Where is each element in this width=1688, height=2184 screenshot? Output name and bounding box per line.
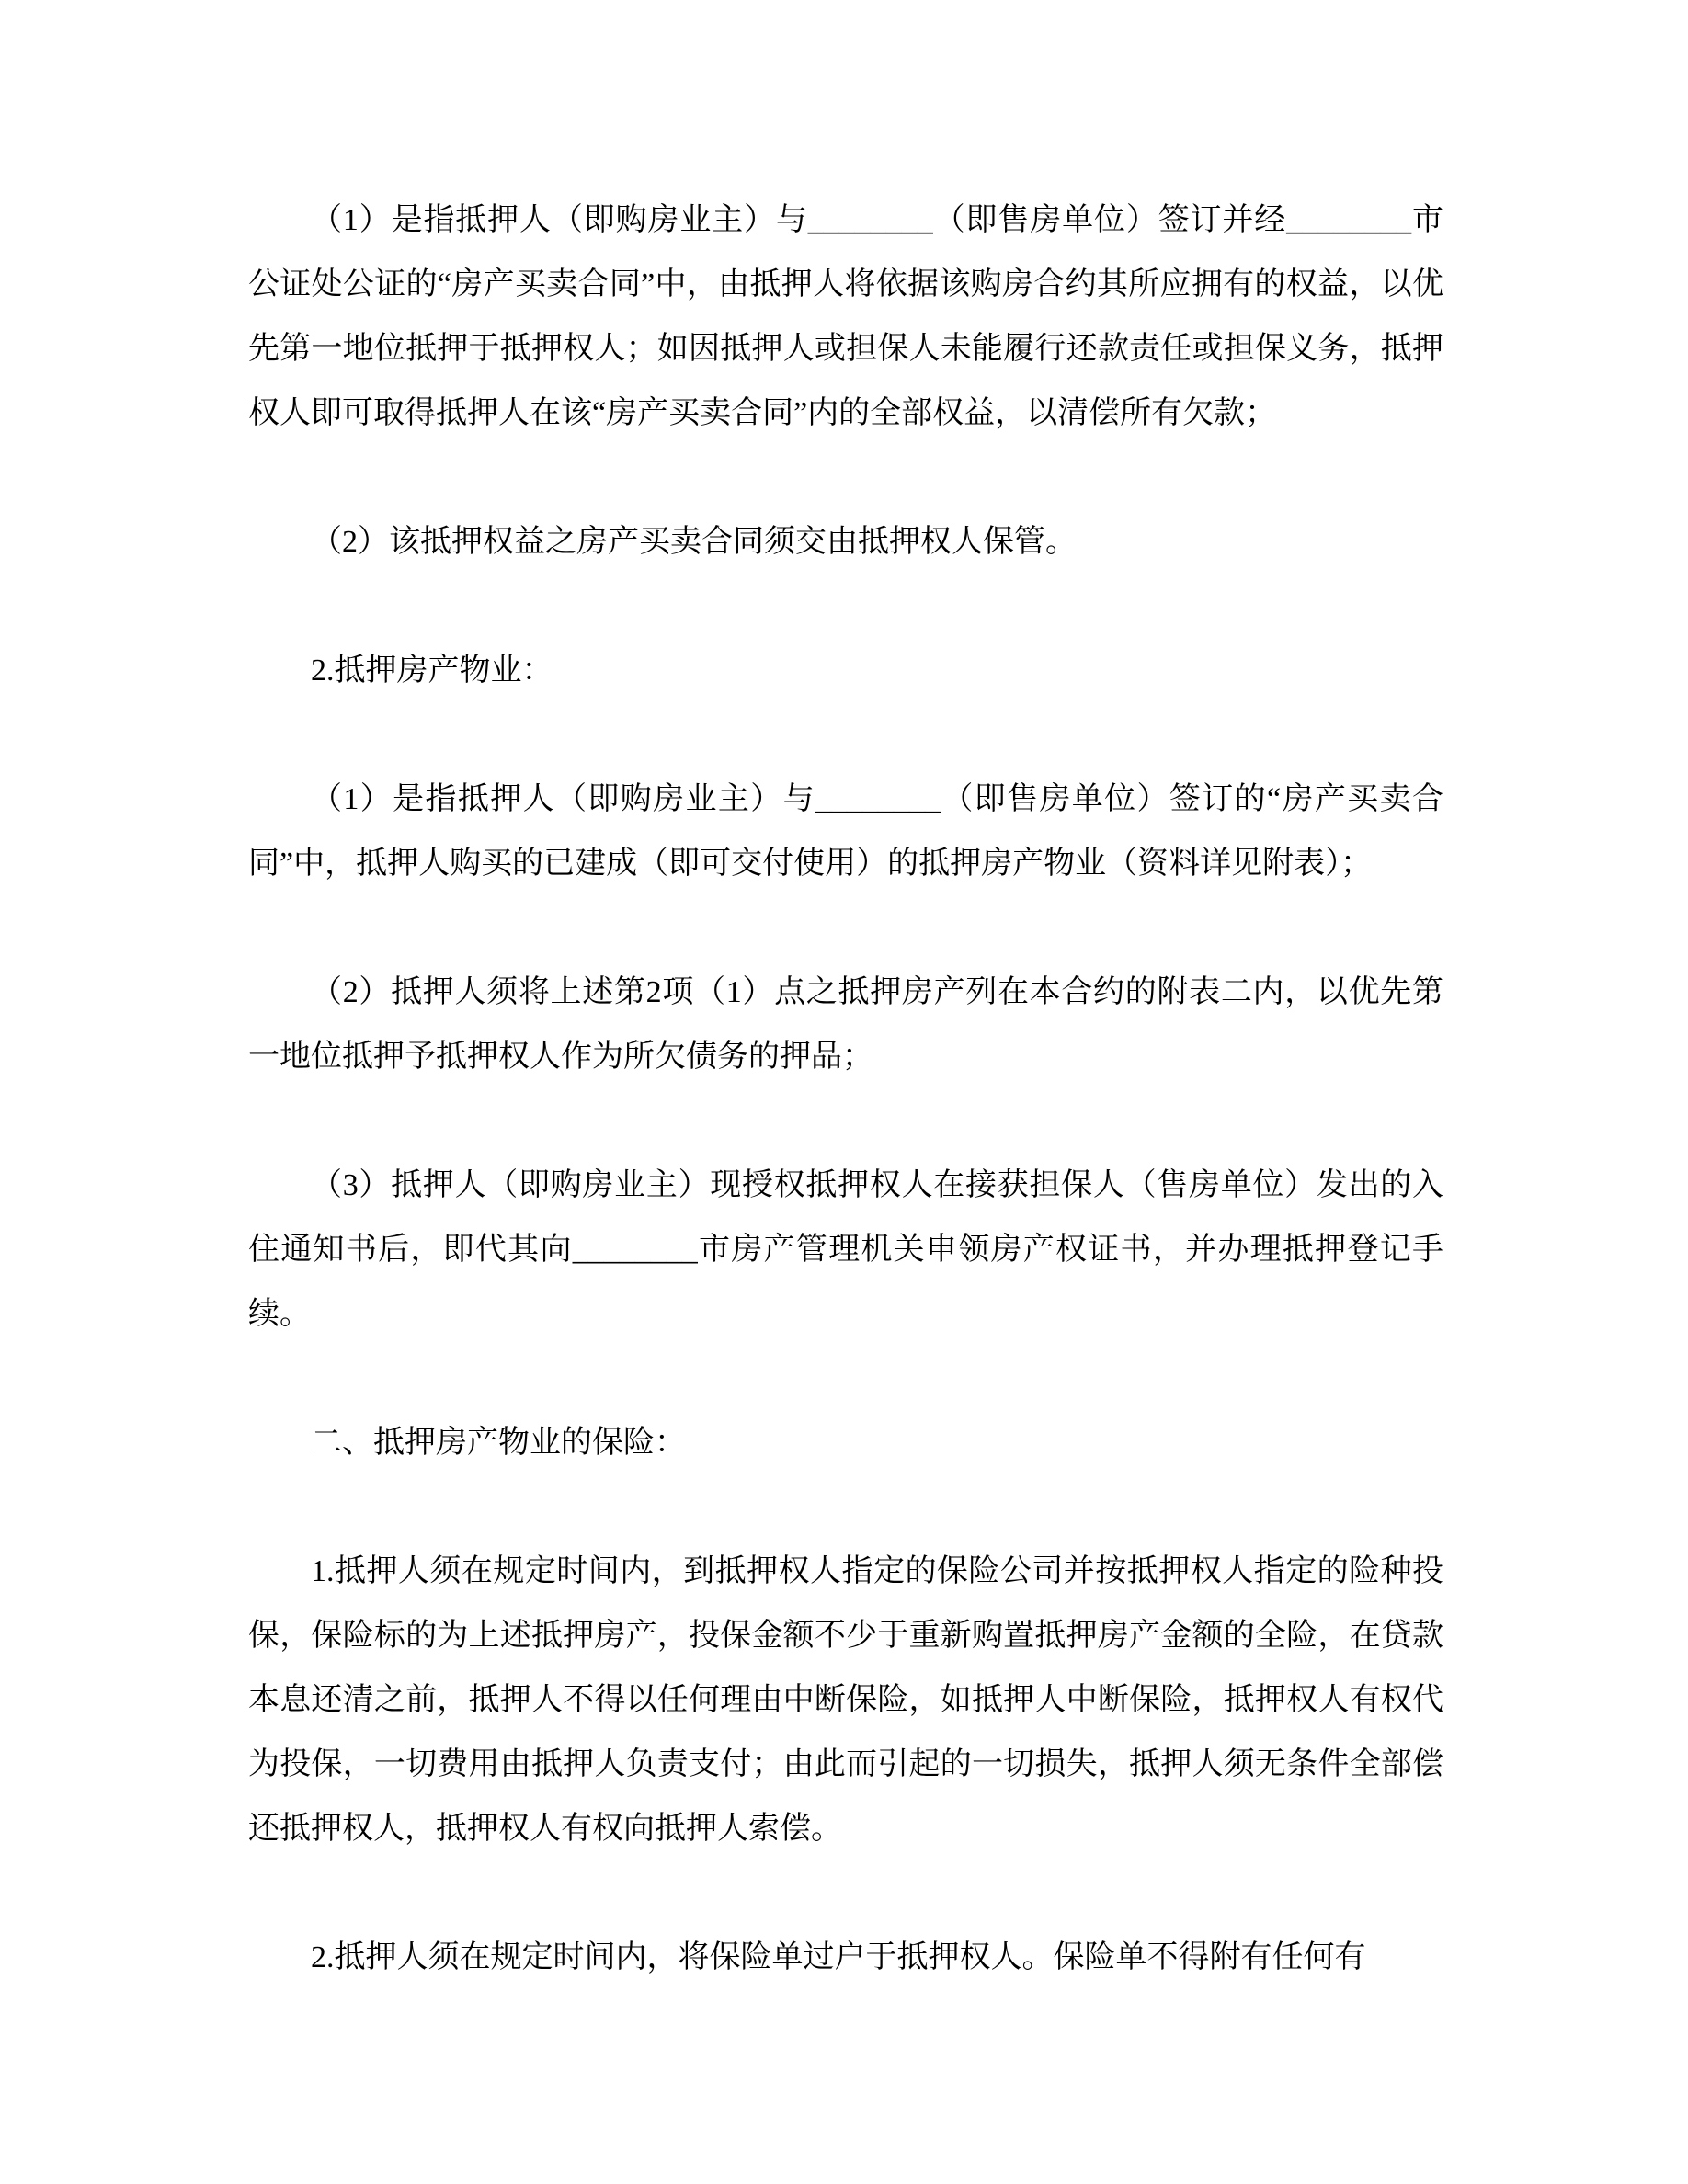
clause-paragraph: （1）是指抵押人（即购房业主）与________（即售房单位）签订并经________市公证处公证的“房产买卖合同”中，由抵押人将依据该购房合约其所应拥有的权益，以优先第一地位抵押于抵押权人；如因抵押人或担保人未能履行还款责任或担保义务，抵押权人即可取得抵押人在该“房产买卖合同”内的全部权益，以清偿所有欠款； — [248, 203, 1443, 430]
section-heading: 二、抵押房产物业的保险： — [311, 1426, 686, 1460]
clause-heading: 2.抵押房产物业： — [311, 654, 553, 688]
clause-paragraph: 1.抵押人须在规定时间内，到抵押权人指定的保险公司并按抵押权人指定的险种投保，保险标的为上述抵押房产，投保金额不少于重新购置抵押房产金额的全险，在贷款本息还清之前，抵押人不得以任何理由中断保险，如抵押人中断保险，抵押权人有权代为投保，一切费用由抵押人负责支付；由此而引起的一切损失，抵押人须无条件全部偿还抵押权人，抵押权人有权向抵押人索偿。 — [248, 1554, 1443, 1846]
clause-paragraph: （2）该抵押权益之房产买卖合同须交由抵押权人保管。 — [311, 525, 1077, 559]
clause-paragraph: （2）抵押人须将上述第2项（1）点之抵押房产列在本合约的附表二内，以优先第一地位抵押予抵押权人作为所欠债务的押品； — [248, 975, 1443, 1074]
clause-paragraph: 2.抵押人须在规定时间内，将保险单过户于抵押权人。保险单不得附有任何有 — [311, 1940, 1366, 1974]
clause-paragraph: （1）是指抵押人（即购房业主）与________（即售房单位）签订的“房产买卖合同”中，抵押人购买的已建成（即可交付使用）的抵押房产物业（资料详见附表）； — [248, 782, 1443, 881]
clause-paragraph: （3）抵押人（即购房业主）现授权抵押权人在接获担保人（售房单位）发出的入住通知书后，即代其向________市房产管理机关申领房产权证书，并办理抵押登记手续。 — [248, 1168, 1443, 1331]
